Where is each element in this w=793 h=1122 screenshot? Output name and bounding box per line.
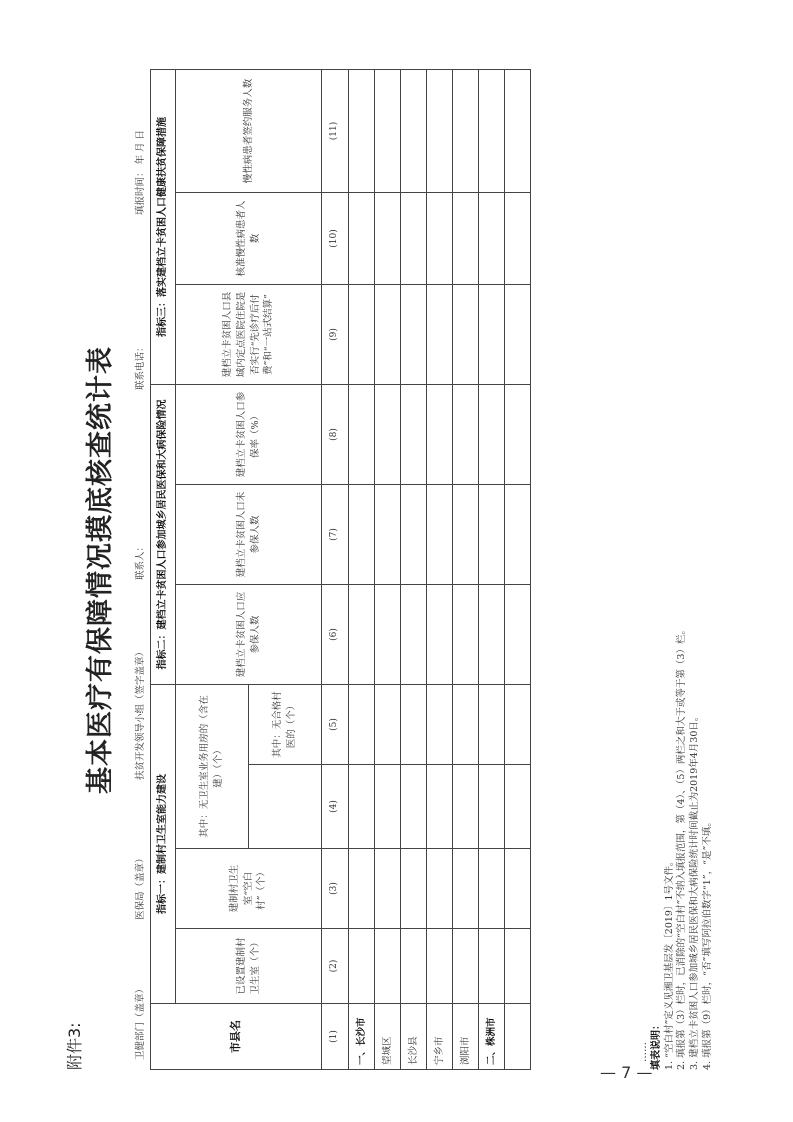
statistics-table — [150, 69, 531, 1070]
column-number: (3) — [322, 849, 349, 929]
input-cell[interactable] — [349, 685, 375, 765]
col-3-header: 建制村卫生室“空白村”（个） — [176, 849, 322, 929]
input-cell[interactable] — [375, 585, 401, 685]
input-cell[interactable] — [401, 685, 427, 765]
input-cell[interactable] — [401, 485, 427, 585]
input-cell[interactable] — [427, 69, 453, 192]
input-cell[interactable] — [479, 849, 505, 929]
input-cell[interactable] — [375, 69, 401, 192]
input-cell[interactable] — [349, 849, 375, 929]
input-cell[interactable] — [349, 193, 375, 285]
input-cell[interactable] — [349, 285, 375, 385]
input-cell[interactable] — [505, 69, 531, 192]
input-cell[interactable] — [505, 765, 531, 849]
table-row — [375, 69, 401, 1069]
input-cell[interactable] — [375, 849, 401, 929]
column-number-row — [322, 69, 349, 1069]
col-5-header: 其中：无合格村医的（个） — [249, 685, 322, 765]
input-cell[interactable] — [427, 385, 453, 485]
input-cell[interactable] — [375, 193, 401, 285]
input-cell[interactable] — [349, 929, 375, 1004]
input-cell[interactable] — [375, 285, 401, 385]
input-cell[interactable] — [505, 485, 531, 585]
input-cell[interactable] — [453, 69, 479, 192]
city-header: 市县名 — [151, 1004, 322, 1070]
input-cell[interactable] — [505, 849, 531, 929]
contact-phone-label: 联系电话： — [135, 342, 146, 390]
column-number: (4) — [322, 765, 349, 849]
input-cell[interactable] — [479, 585, 505, 685]
input-cell[interactable] — [375, 929, 401, 1004]
col-7-header: 建档立卡贫困人口未参保人数 — [176, 485, 322, 585]
table-row — [479, 69, 505, 1069]
input-cell[interactable] — [479, 685, 505, 765]
input-cell[interactable] — [479, 193, 505, 285]
col-2-header: 已设置建制村卫生室（个） — [176, 929, 322, 1004]
input-cell[interactable] — [479, 485, 505, 585]
input-cell[interactable] — [349, 765, 375, 849]
table-row — [401, 69, 427, 1069]
input-cell[interactable] — [375, 685, 401, 765]
input-cell[interactable] — [401, 69, 427, 192]
health-dept-label: 卫健部门（盖章） — [135, 983, 146, 1060]
page-number: — 7 — — [600, 1063, 653, 1082]
input-cell[interactable] — [479, 285, 505, 385]
input-cell[interactable] — [453, 485, 479, 585]
input-cell[interactable] — [349, 485, 375, 585]
input-cell[interactable] — [427, 765, 453, 849]
notes — [650, 625, 715, 1070]
col-10-header: 核准慢性病患者人数 — [176, 193, 322, 285]
row-city-name: 浏阳市 — [453, 1004, 479, 1070]
col-8-header: 建档立卡贫困人口参保率（%） — [176, 385, 322, 485]
table-row — [453, 69, 479, 1069]
table-row — [505, 69, 531, 1069]
column-number: (7) — [322, 485, 349, 585]
input-cell[interactable] — [479, 765, 505, 849]
column-number: (6) — [322, 585, 349, 685]
input-cell[interactable] — [427, 285, 453, 385]
col-4-header: 其中：无卫生室业务用房的（含在建）（个） — [176, 685, 249, 849]
input-cell[interactable] — [453, 765, 479, 849]
col-9-header: 建档立卡贫困人口县域内定点医院住院是否实行“先诊疗后付费”和“一站式结算” — [176, 285, 322, 385]
input-cell[interactable] — [401, 929, 427, 1004]
input-cell[interactable] — [479, 385, 505, 485]
column-number: (2) — [322, 929, 349, 1004]
col-11-header: 慢性病患者签约服务人数 — [176, 69, 322, 192]
input-cell[interactable] — [427, 485, 453, 585]
input-cell[interactable] — [427, 685, 453, 765]
indicator-3-header: 指标三：落实建档立卡贫困人口健康扶贫保障措施 — [151, 69, 176, 384]
continuation-ellipsis: …… — [638, 1042, 649, 1062]
table-row — [349, 69, 375, 1069]
indicator-2-header: 指标二：建档立卡贫困人口参加城乡居民医保和大病保险情况 — [151, 385, 176, 685]
row-city-name: 长沙县 — [401, 1004, 427, 1070]
input-cell[interactable] — [349, 69, 375, 192]
input-cell[interactable] — [349, 385, 375, 485]
row-city-name — [505, 1004, 531, 1070]
input-cell[interactable] — [401, 849, 427, 929]
row-city-name: 宁乡市 — [427, 1004, 453, 1070]
col-6-header: 建档立卡贫困人口应参保人数 — [176, 585, 322, 685]
contact-person-label: 联系人： — [135, 541, 146, 580]
note-item: 2. 填报第（3）栏时，已消除的“空白村”不纳入填报范围，第（4）、（5）两栏之和大于或等于第（3）栏。 — [676, 625, 688, 1070]
row-city-name: 望城区 — [375, 1004, 401, 1070]
note-item: 3. 建档立卡贫困人口参加城乡居民医保和大病保险统计时间截止为2019年4月30日。 — [689, 711, 701, 1070]
medical-bureau-label: 医保局（盖章） — [135, 853, 146, 920]
input-cell[interactable] — [453, 585, 479, 685]
input-cell[interactable] — [427, 193, 453, 285]
row-city-name: 一、长沙市 — [349, 1004, 375, 1070]
input-cell[interactable] — [505, 193, 531, 285]
input-cell[interactable] — [505, 929, 531, 1004]
table-row — [427, 69, 453, 1069]
col-4-subheader — [249, 765, 322, 849]
input-cell[interactable] — [505, 285, 531, 385]
fill-date-label: 填报时间： 年 月 日 — [135, 129, 146, 215]
column-number: (1) — [322, 1004, 349, 1070]
input-cell[interactable] — [505, 385, 531, 485]
input-cell[interactable] — [427, 585, 453, 685]
note-item: 4. 填报第（9）栏时，“否”填写阿拉伯数字“1”，“是”不填。 — [701, 817, 713, 1070]
input-cell[interactable] — [401, 385, 427, 485]
poverty-group-label: 扶贫开发领导小组（签字盖章） — [135, 646, 146, 780]
annex-label: 附件3: — [65, 1022, 84, 1070]
input-cell[interactable] — [479, 69, 505, 192]
input-cell[interactable] — [375, 385, 401, 485]
rotated-form — [60, 70, 750, 1070]
column-number: (5) — [322, 685, 349, 765]
input-cell[interactable] — [401, 193, 427, 285]
input-cell[interactable] — [453, 385, 479, 485]
input-cell[interactable] — [453, 685, 479, 765]
input-cell[interactable] — [453, 929, 479, 1004]
input-cell[interactable] — [375, 765, 401, 849]
notes-title: 填表说明： — [651, 1020, 662, 1070]
page-title: 基本医疗有保障情况摸底核查统计表 — [85, 346, 116, 794]
row-city-name: 二、株洲市 — [479, 1004, 505, 1070]
input-cell[interactable] — [453, 849, 479, 929]
note-item: 1. “空白村”定义见湘卫基层发〔2019〕1号文件。 — [663, 856, 675, 1070]
input-cell[interactable] — [401, 765, 427, 849]
input-cell[interactable] — [505, 685, 531, 765]
column-number: (11) — [322, 69, 349, 192]
input-cell[interactable] — [427, 849, 453, 929]
input-cell[interactable] — [427, 929, 453, 1004]
input-cell[interactable] — [401, 285, 427, 385]
column-number: (10) — [322, 193, 349, 285]
indicator-1-header: 指标一：建制村卫生室能力建设 — [151, 685, 176, 1004]
column-number: (9) — [322, 285, 349, 385]
column-number: (8) — [322, 385, 349, 485]
input-cell[interactable] — [349, 585, 375, 685]
input-cell[interactable] — [453, 285, 479, 385]
input-cell[interactable] — [453, 193, 479, 285]
input-cell[interactable] — [401, 585, 427, 685]
input-cell[interactable] — [479, 929, 505, 1004]
input-cell[interactable] — [505, 585, 531, 685]
input-cell[interactable] — [375, 485, 401, 585]
